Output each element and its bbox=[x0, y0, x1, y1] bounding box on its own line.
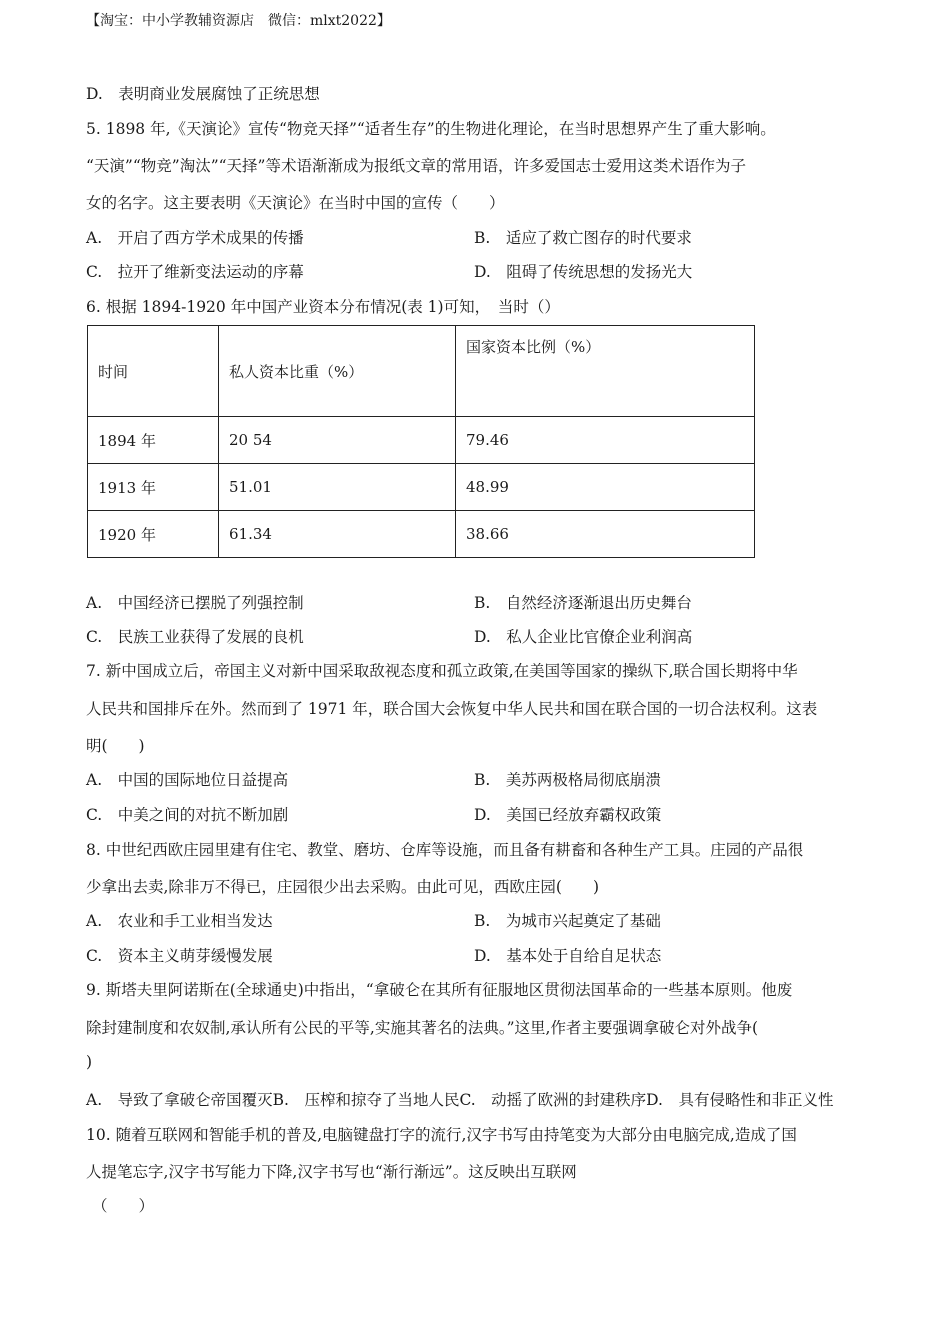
q6-option-d: D. 私人企业比官僚企业利润高 bbox=[474, 628, 693, 646]
q10-stem-line1: 10. 随着互联网和智能手机的普及,电脑键盘打字的流行,汉字书写由持笔变为大部分由电脑完成,造成了国 bbox=[86, 1126, 797, 1144]
q5-option-d: D. 阻碍了传统思想的发扬光大 bbox=[474, 263, 693, 281]
q7-option-c: C. 中美之间的对抗不断加剧 bbox=[86, 806, 289, 824]
table-row bbox=[88, 464, 755, 511]
q8-option-a: A. 农业和手工业相当发达 bbox=[86, 912, 273, 930]
q5-option-a: A. 开启了西方学术成果的传播 bbox=[86, 229, 304, 247]
cell-private: 51.01 bbox=[219, 464, 456, 511]
capital-distribution-table bbox=[87, 325, 755, 558]
q8-stem-line2: 少拿出去卖,除非万不得已，庄园很少出去采购。由此可见，西欧庄园( ) bbox=[86, 878, 600, 896]
q9-stem-line3: ) bbox=[86, 1053, 93, 1071]
table-row bbox=[88, 511, 755, 558]
table-header-row bbox=[88, 326, 755, 417]
q5-option-b: B. 适应了救亡图存的时代要求 bbox=[474, 229, 692, 247]
cell-private: 20 54 bbox=[219, 417, 456, 464]
shop-header: 【淘宝：中小学教辅资源店 微信：mlxt2022】 bbox=[86, 13, 391, 29]
q5-stem-line1: 5. 1898 年,《天演论》宣传“物竞天择”“适者生存”的生物进化理论，在当时思想界产生了重大影响。 bbox=[86, 120, 776, 138]
q8-option-b: B. 为城市兴起奠定了基础 bbox=[474, 912, 661, 930]
q9-stem-line2: 除封建制度和农奴制,承认所有公民的平等,实施其著名的法典。”这里,作者主要强调拿破仑对外战争( bbox=[86, 1019, 759, 1037]
q7-option-d: D. 美国已经放弃霸权政策 bbox=[474, 806, 662, 824]
header-state-capital: 国家资本比例（%） bbox=[456, 326, 755, 417]
cell-state: 79.46 bbox=[456, 417, 755, 464]
q6-option-a: A. 中国经济已摆脱了列强控制 bbox=[86, 594, 304, 612]
cell-state: 38.66 bbox=[456, 511, 755, 558]
q9-stem-line1: 9. 斯塔夫里阿诺斯在(全球通史)中指出，“拿破仑在其所有征服地区贯彻法国革命的一些基本原则。他废 bbox=[86, 981, 793, 999]
q8-option-d: D. 基本处于自给自足状态 bbox=[474, 947, 662, 965]
q8-option-c: C. 资本主义萌芽缓慢发展 bbox=[86, 947, 273, 965]
cell-year: 1920 年 bbox=[88, 511, 219, 558]
q6-option-b: B. 自然经济逐渐退出历史舞台 bbox=[474, 594, 692, 612]
q7-stem-line2: 人民共和国排斥在外。然而到了 1971 年，联合国大会恢复中华人民共和国在联合国的一切合法权利。这表 bbox=[86, 700, 818, 718]
q6-option-c: C. 民族工业获得了发展的良机 bbox=[86, 628, 304, 646]
q8-stem-line1: 8. 中世纪西欧庄园里建有住宅、教堂、磨坊、仓库等设施，而且备有耕畜和各种生产工具。庄园的产品很 bbox=[86, 841, 804, 859]
q5-stem-line3: 女的名字。这主要表明《天演论》在当时中国的宣传（ ） bbox=[86, 194, 505, 212]
table-row bbox=[88, 417, 755, 464]
q9-options: A. 导致了拿破仑帝国覆灭B. 压榨和掠夺了当地人民C. 动摇了欧洲的封建秩序D. 具有侵略性和非正义性 bbox=[86, 1091, 834, 1109]
q5-option-c: C. 拉开了维新变法运动的序幕 bbox=[86, 263, 304, 281]
header-time: 时间 bbox=[88, 326, 219, 417]
q5-stem-line2: “天演”“物竞”淘汰”“天择”等术语渐渐成为报纸文章的常用语，许多爱国志士爱用这类术语作为子 bbox=[86, 157, 746, 175]
header-private-capital: 私人资本比重（%） bbox=[219, 326, 456, 417]
q7-stem-line3: 明( ) bbox=[86, 737, 145, 755]
q6-stem-line1: 6. 根据 1894-1920 年中国产业资本分布情况(表 1)可知， 当时（） bbox=[86, 298, 560, 316]
cell-year: 1894 年 bbox=[88, 417, 219, 464]
q10-stem-line2: 人提笔忘字,汉字书写能力下降,汉字书写也“渐行渐远”。这反映出互联网 bbox=[86, 1163, 577, 1181]
q7-stem-line1: 7. 新中国成立后，帝国主义对新中国采取敌视态度和孤立政策,在美国等国家的操纵下,联合国长期将中华 bbox=[86, 662, 798, 680]
cell-private: 61.34 bbox=[219, 511, 456, 558]
q4-option-d: D. 表明商业发展腐蚀了正统思想 bbox=[86, 85, 320, 103]
q7-option-b: B. 美苏两极格局彻底崩溃 bbox=[474, 771, 661, 789]
cell-year: 1913 年 bbox=[88, 464, 219, 511]
q7-option-a: A. 中国的国际地位日益提高 bbox=[86, 771, 289, 789]
q10-answer-bracket: （ ） bbox=[92, 1197, 155, 1215]
cell-state: 48.99 bbox=[456, 464, 755, 511]
